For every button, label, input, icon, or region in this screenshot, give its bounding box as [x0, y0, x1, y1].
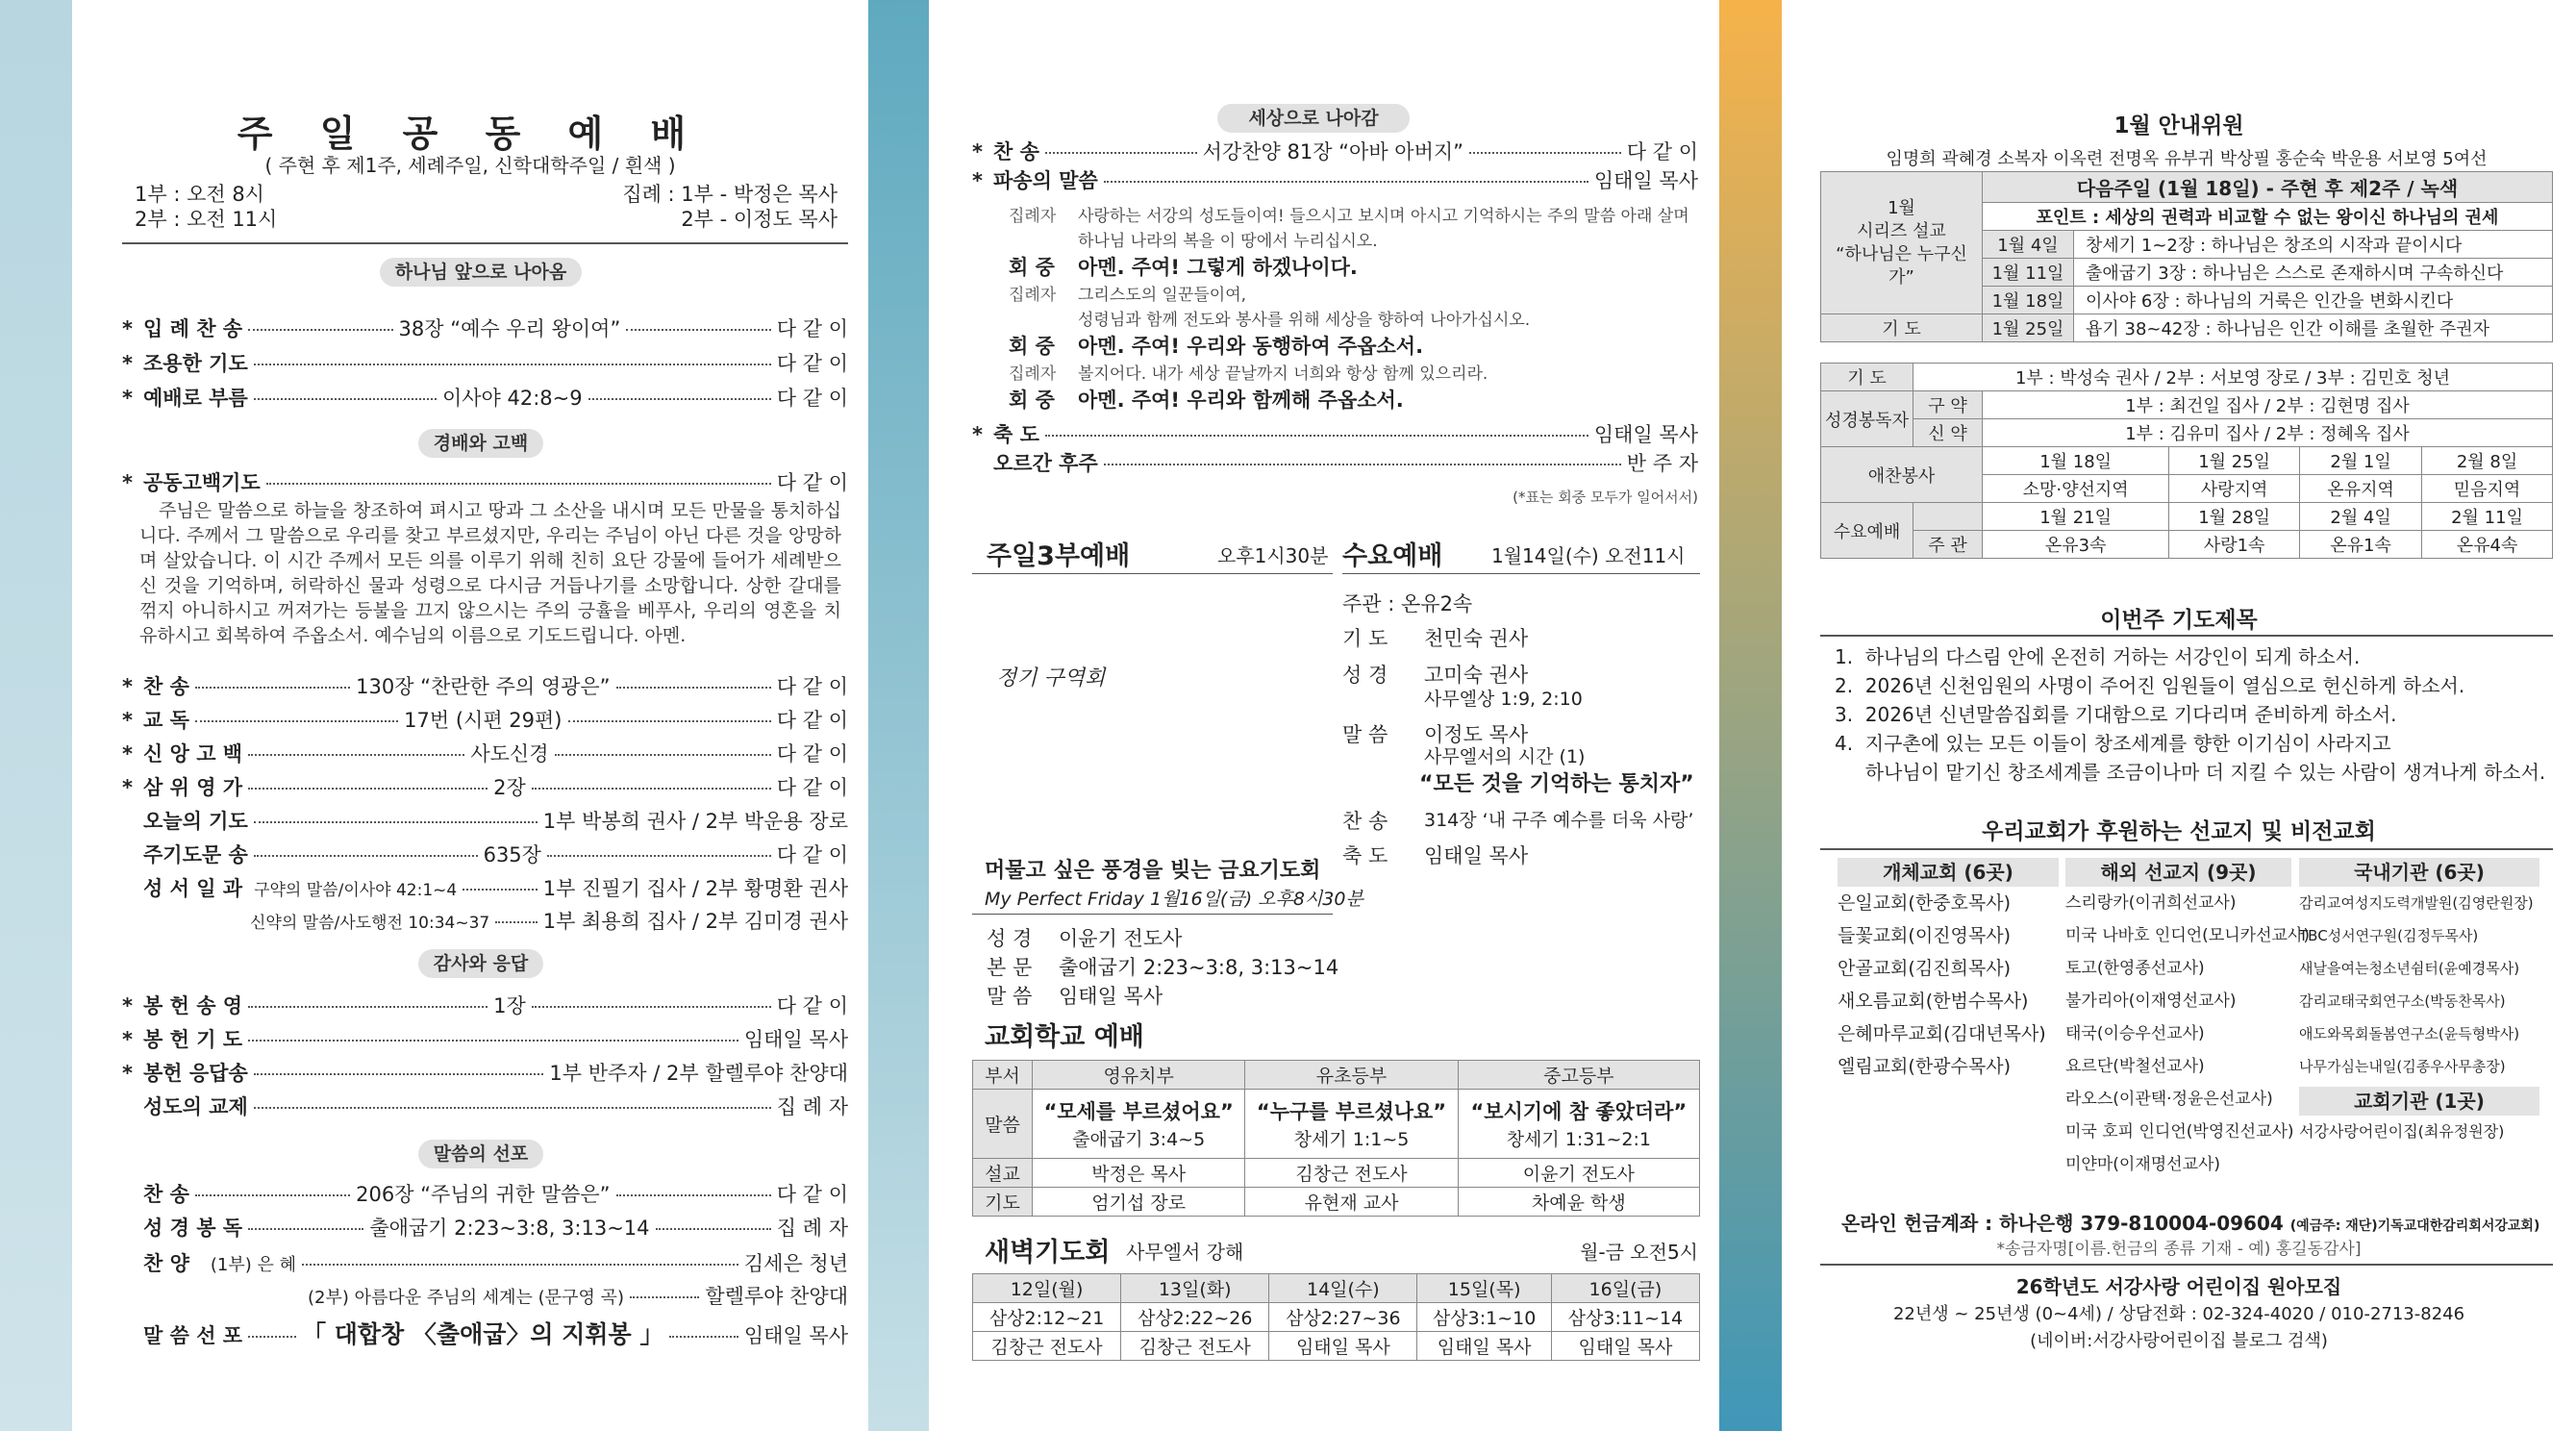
mission-entry: 엘림교회(한광수목사)	[1838, 1056, 2012, 1077]
prayer-topic: 4. 지구촌에 있는 모든 이들이 창조세계를 향한 이기심이 사라지고	[1835, 732, 2391, 755]
ushers-title: 1월 안내위원	[2113, 113, 2244, 138]
wednesday-scripture: 사무엘상 1:9, 2:10	[1424, 689, 1583, 710]
prayer-topics-title: 이번주 기도제목	[2100, 608, 2258, 633]
mission-entry: 요르단(박철선교사)	[2065, 1057, 2205, 1076]
mission-entry: 토고(한영종선교사)	[2065, 959, 2205, 978]
nursery-title: 26학년도 서강사랑 어린이집 원아모집	[2015, 1275, 2342, 1298]
right-divider-stripe	[1719, 0, 1782, 1431]
section-header-word: 말씀의 선포	[418, 1140, 543, 1168]
dawn-prayer-time: 월-금 오전5시	[1580, 1241, 1698, 1264]
wednesday-scripture-reader: 고미숙 권사	[1424, 664, 1529, 687]
dialog-line: 회 중 아멘. 주여! 우리와 함께해 주옵소서.	[1009, 389, 1404, 412]
dialog-line: 집례자 볼지어다. 내가 세상 끝날까지 너희와 항상 함께 있으리라.	[1009, 364, 1488, 384]
mission-entry: TBC성서연구원(김정두목사)	[2299, 927, 2479, 944]
middle-panel: 세상으로 나아감 * 찬 송 서강찬양 81장 “아바 아버지” 다 같 이 * 파송의 말씀 임태일 목사 집례자 사랑하는 서강의 성도들이여! 들으시고 보시며 아시고 기억하시는 주의 말씀 아래 살며 하나님 나라의 복을 이 땅에서 누리십시오. 회 중 아멘. 주여! 그렇게 하겠나이다. 집례자 그리스도의 일꾼들이여, 성령님과 함께 전도와 봉사를 위해 세상을 향하여 나아가십시오. 회 중 아멘. 주여! 우리와 동행하여 주옵소서. 집례자 볼지어다. 내가 세상 끝날까지 너희와 항상 함께 있으리라. 회 중 아멘. 주여! 우리와 함께해 주옵소서. * 축 도 임태일 목사 오르간 후주 반 주 자 (*표는 회중 모두가 일어서서) 주일3부예배 오후1시30분 정기 구역회 수요예배 1월14일(수) 오전11시 주관 : 온유2속 기 도 천민숙 권사 성 경 고미숙 권사 사무엘상 1:9, 2:10 말 씀 이정도 목사 사무엘서의 시간 (1) “모든 것을 기억하는 통치자” 찬 송 314장 ‘내 구주 예수를 더욱 사랑’ 축 도 임태일 목사 머물고 싶은 풍경을 빚는 금요기도회 My Perfect Friday 1월16일(금) 오후8시30분 성 경 이윤기 전도사 본 문 출애굽기 2:23~3:8, 3:13~14 말 씀 임태일 목사 교회학교 예배 부서 영유치부 유초등부 중고등부 말씀 “모세를 부르셨어요” 출애굽기 3:4~5 “누구를 부르셨나요” 창세기 1:1~5 “보시기에 참 좋았더라” 창세기 1:31~2:1 설교 박정은 목사 김창근 전도사 이윤기 전도사 기도 엄기섭 장로 유현재 교사 차예윤 학생 새벽기도회 사무엘서 강해 월-금 오전5시 12일(월) 13일(화) 14일(수) 15일(목) 16일(금) 삼상2:12~21 삼상2:22~26 삼상2:27~36 삼상3:1~10 삼상3:11~14 김창근 전도사 김창근 전도사 임태일 목사 임태일 목사 임태일 목사	[929, 0, 1719, 1431]
wednesday-hymn: 314장 ‘내 구주 예수를 더욱 사랑’	[1424, 810, 1694, 831]
mission-entry: 감리교태국회연구소(박동찬목사)	[2299, 992, 2506, 1010]
order-item: * 신 앙 고 백 사도신경 다 같 이	[122, 742, 849, 766]
friday-text: 출애굽기 2:23~3:8, 3:13~14	[1059, 956, 1339, 979]
order-item: * 봉 헌 기 도 임태일 목사	[122, 1028, 848, 1051]
dialog-line: 하나님 나라의 복을 이 땅에서 누리십시오.	[1078, 232, 1378, 251]
service-time-1: 1부 : 오전 8시	[135, 183, 264, 206]
worship-order-panel	[72, 0, 868, 1431]
mission-entry: 불가리아(이재영선교사)	[2065, 992, 2237, 1011]
wednesday-service-time: 1월14일(수) 오전11시	[1491, 544, 1686, 567]
postlude-row: 오르간 후주 반 주 자	[993, 452, 1698, 475]
mission-entry: 미국 나바호 인디언(모니카선교사)	[2065, 926, 2310, 945]
nursery-search: (네이버:서강사랑어린이집 블로그 검색)	[2030, 1331, 2328, 1351]
friday-title: 머물고 싶은 풍경을 빚는 금요기도회	[985, 859, 1321, 883]
middle-divider-stripe	[868, 0, 929, 1431]
notices-table: 임명희 곽혜경 소복자 이옥련 전명옥 유부귀 박상필 홍순숙 박운용 서보영 5여선 1월 시리즈 설교 “하나님은 누구신가” 다음주일 (1월 18일) - 주현 후 제2주 / 녹색 포인트 : 세상의 권력과 비교할 수 없는 왕이신 하나님의 권세 1월 4일 창세기 1~2장 : 하나님은 창조의 시작과 끝이시다 1월 11일 출애굽기 3장 : 하나님은 스스로 존재하시며 구속하신다 1월 18일 이사야 6장 : 하나님의 거룩은 인간을 변화시킨다 기 도 1월 25일 욥기 38~42장 : 하나님은 인간 이해를 초월한 주권자	[1820, 144, 2553, 342]
missions-col-overseas: 해외 선교지 (9곳) 스리랑카(이귀희선교사) 미국 나바호 인디언(모니카선교사) 토고(한영종선교사) 불가리아(이재영선교사) 태국(이승우선교사) 요르단(박철선교사) 라오스(이관택·정윤은선교사) 미국 호피 인디언(박영진선교사) 미얀마(이재명선교사)	[2065, 858, 2291, 1181]
wednesday-host: 주관 : 온유2속	[1342, 592, 1473, 615]
mission-entry: 안골교회(김진희목사)	[1838, 958, 2012, 979]
dawn-prayer-title: 새벽기도회	[985, 1238, 1111, 1268]
order-item: * 조용한 기도 다 같 이	[122, 352, 848, 375]
sermon-title: 「 대합창 〈출애굽〉의 지휘봉 」	[302, 1320, 664, 1348]
page-subtitle: ( 주현 후 제1주, 세례주일, 신학대학주일 / 흰색 )	[264, 154, 676, 177]
left-margin-stripe	[0, 0, 72, 1431]
dawn-prayer-subtitle: 사무엘서 강해	[1126, 1241, 1244, 1264]
friday-preacher: 임태일 목사	[1059, 985, 1163, 1008]
dialog-line: 회 중 아멘. 주여! 그렇게 하겠나이다.	[1009, 256, 1358, 279]
next-sunday: 다음주일 (1월 18일) - 주현 후 제2주 / 녹색	[1983, 172, 2553, 203]
donation-note: *송금자명[이름.헌금의 종류 기재 - 예) 홍길동감사]	[1996, 1240, 2362, 1259]
third-service-title: 주일3부예배	[987, 541, 1131, 571]
third-service-time: 오후1시30분	[1217, 544, 1329, 567]
notices-panel	[1782, 0, 2576, 1431]
anthem-row-1: 찬 양 (1부) 은 혜 김세은 청년	[143, 1252, 848, 1275]
donation-account: 온라인 헌금계좌 : 하나은행 379-810004-09604 (예금주: 재단)기독교대한감리회서강교회)	[1841, 1212, 2540, 1235]
mission-entry: 태국(이승우선교사)	[2065, 1024, 2205, 1043]
mission-entry: 나무가심는내일(김종우사무총장)	[2299, 1058, 2506, 1075]
wednesday-prayer: 천민숙 권사	[1424, 627, 1529, 650]
prayer-topics-list	[1835, 642, 2565, 787]
mission-entry: 새날을여는청소년쉼터(윤예경목사)	[2299, 960, 2520, 977]
service-time-2: 2부 : 오전 11시	[135, 208, 278, 231]
friday-scripture-reader: 이윤기 전도사	[1059, 927, 1183, 950]
prayer-leaders: 1부 : 박성숙 권사 / 2부 : 서보영 장로 / 3부 : 김민호 청년	[1913, 364, 2553, 391]
section-header-approach: 하나님 앞으로 나아옴	[380, 258, 582, 287]
missions-title: 우리교회가 후원하는 선교지 및 비전교회	[1982, 819, 2376, 844]
friday-subtitle: My Perfect Friday 1월16일(금) 오후8시30분	[985, 889, 1363, 910]
prayer-topic: 하나님이 맡기신 창조세계를 조금이나마 더 지킬 수 있는 사람이 생겨나게 하소서.	[1835, 761, 2546, 784]
closing-hymn-row: * 찬 송 서강찬양 81장 “아바 아버지” 다 같 이	[972, 140, 1699, 163]
missions-col-churches: 개체교회 (6곳) 은일교회(한중호목사) 들꽃교회(이진영목사) 안골교회(김진희목사) 새오름교회(한범수목사) 은혜마루교회(김대년목사) 엘림교회(한광수목사)	[1838, 858, 2059, 1083]
wednesday-sermon-title: “모든 것을 기억하는 통치자”	[1419, 772, 1694, 796]
sermon-row: 말 씀 선 포 「 대합창 〈출애굽〉의 지휘봉 」 임태일 목사	[122, 1316, 848, 1350]
mission-entry: 새오름교회(한범수목사)	[1838, 991, 2029, 1012]
anthem-row-2: (2부) 아름다운 주님의 세계는 (문구영 곡) 할렐루야 찬양대	[308, 1285, 848, 1308]
mission-entry: 미얀마(이재명선교사)	[2065, 1155, 2221, 1174]
page-title: 주 일 공 동 예 배	[237, 113, 704, 155]
dawn-prayer-table: 12일(월) 13일(화) 14일(수) 15일(목) 16일(금) 삼상2:12~21 삼상2:22~26 삼상2:27~36 삼상3:1~10 삼상3:11~14 김창근 전도사 김창근 전도사 임태일 목사 임태일 목사 임태일 목사	[972, 1273, 1700, 1361]
confession-row: * 공동고백기도 다 같 이	[122, 471, 848, 494]
order-item: * 예배로 부름 이사야 42:8~9 다 같 이	[122, 387, 848, 410]
order-item: * 교 독 17번 (시편 29편) 다 같 이	[122, 709, 848, 732]
sending-word-row: * 파송의 말씀 임태일 목사	[972, 169, 1698, 192]
mission-entry: 들꽃교회(이진영목사)	[1838, 925, 2012, 946]
dialog-line: 회 중 아멘. 주여! 우리와 동행하여 주옵소서.	[1009, 335, 1424, 358]
order-item: * 삼 위 영 가 2장 다 같 이	[122, 776, 849, 799]
section-header-sending: 세상으로 나아감	[1217, 104, 1410, 133]
order-item: * 봉헌 응답송 1부 반주자 / 2부 할렐루야 찬양대	[122, 1062, 848, 1085]
order-item: 오늘의 기도 1부 박봉희 권사 / 2부 박운용 장로	[143, 810, 848, 833]
section-header-worship: 경배와 고백	[418, 429, 543, 458]
mission-entry: 미국 호피 인디언(박영진선교사)	[2065, 1122, 2294, 1142]
section-header-thanks: 감사와 응답	[418, 949, 543, 978]
mission-entry: 라오스(이관택·정윤은선교사)	[2065, 1090, 2273, 1109]
dialog-line: 집례자 사랑하는 서강의 성도들이여! 들으시고 보시며 아시고 기억하시는 주의 말씀 아래 살며	[1009, 207, 1689, 226]
mission-entry: 은혜마루교회(김대년목사)	[1838, 1023, 2046, 1044]
church-school-table: 부서 영유치부 유초등부 중고등부 말씀 “모세를 부르셨어요” 출애굽기 3:4~5 “누구를 부르셨나요” 창세기 1:1~5 “보시기에 참 좋았더라” 창세기 1:31~2:1 설교 박정은 목사 김창근 전도사 이윤기 전도사 기도 엄기섭 장로 유현재 교사 차예윤 학생	[972, 1060, 1700, 1217]
roles-table: 기 도 1부 : 박성숙 권사 / 2부 : 서보영 장로 / 3부 : 김민호 청년 성경봉독자 구 약 1부 : 최건일 집사 / 2부 : 김현명 집사 신 약 1부 : 김유미 집사 / 2부 : 정혜옥 집사 애찬봉사 1월 18일 1월 25일 2월 1일 2월 8일 소망·양선지역 사랑지역 온유지역 믿음지역 수요예배 1월 21일 1월 28일 2월 4일 2월 11일 주 관 온유3속 사랑1속 온유1속 온유4속	[1820, 363, 2553, 559]
order-item: 찬 송 206장 “주님의 귀한 말씀은” 다 같 이	[143, 1183, 848, 1206]
ushers-list: 임명희 곽혜경 소복자 이옥련 전명옥 유부귀 박상필 홍순숙 박운용 서보영 5여선	[1821, 144, 2553, 172]
order-item: 성 경 봉 독 출애굽기 2:23~3:8, 3:13~14 집 례 자	[143, 1217, 848, 1240]
dialog-line: 집례자 그리스도의 일꾼들이여,	[1009, 286, 1247, 305]
wednesday-preacher: 이정도 목사	[1424, 723, 1529, 746]
mission-entry: 감리교여성지도력개발원(김영란원장)	[2299, 894, 2534, 912]
order-item: 주기도문 송 635장 다 같 이	[143, 843, 848, 866]
leader-1: 집례 : 1부 - 박정은 목사	[622, 183, 838, 206]
sermon-point: 포인트 : 세상의 권력과 비교할 수 없는 왕이신 하나님의 권세	[1983, 203, 2553, 231]
dialog-line: 성령님과 함께 전도와 봉사를 위해 세상을 향하여 나아가십시오.	[1078, 311, 1531, 330]
standing-note: (*표는 회중 모두가 일어서서)	[1513, 489, 1698, 506]
church-school-title: 교회학교 예배	[985, 1022, 1144, 1052]
prayer-topic: 1. 하나님의 다스림 안에 온전히 거하는 서강인이 되게 하소서.	[1835, 645, 2361, 668]
scripture-row-1: 성 서 일 과 구약의 말씀/이사야 42:1~4 1부 진필기 집사 / 2부 황명환 권사	[143, 877, 848, 900]
benediction-row: * 축 도 임태일 목사	[972, 423, 1698, 446]
order-item: 성도의 교제 집 례 자	[143, 1095, 848, 1118]
prayer-topic: 2. 2026년 신천임원의 사명이 주어진 임원들이 열심으로 헌신하게 하소서.	[1835, 674, 2465, 697]
order-item: * 입 례 찬 송 38장 “예수 우리 왕이여” 다 같 이	[122, 317, 848, 340]
nursery-contact: 22년생 ~ 25년생 (0~4세) / 상담전화 : 02-324-4020 / 010-2713-8246	[1892, 1304, 2465, 1324]
missions-col-domestic: 국내기관 (6곳) 감리교여성지도력개발원(김영란원장) TBC성서연구원(김정두목사) 새날을여는청소년쉼터(윤예경목사) 감리교태국회연구소(박동찬목사) 애도와목회돌봄연구소(윤득형박사) 나무가심는내일(김종우사무총장) 교회기관 (1곳) 서강사랑어린이집(최유정원장)	[2299, 858, 2539, 1148]
wednesday-service-title: 수요예배	[1342, 541, 1443, 571]
mission-entry: 은일교회(한중호목사)	[1838, 892, 2012, 914]
prayer-topic: 3. 2026년 신년말씀집회를 기대함으로 기다리며 준비하게 하소서.	[1835, 703, 2397, 726]
wednesday-benediction: 임태일 목사	[1424, 844, 1529, 867]
third-service-content: 정기 구역회	[996, 666, 1106, 690]
divider	[122, 242, 848, 244]
mission-entry: 애도와목회돌봄연구소(윤득형박사)	[2299, 1025, 2520, 1042]
confession-prayer-text: 주님은 말씀으로 하늘을 창조하여 펴시고 땅과 그 소산을 내시며 모든 만물을 통치하십니다. 주께서 그 말씀으로 우리를 찾고 부르셨지만, 우리는 주님이 아닌 다른 것을 앙망하며 살았습니다. 이 시간 주께서 모든 의를 이루기 위해 친히 요단 강물에 들어가 세례받으신 것을 기억하며, 허락하신 물과 성령으로 다시금 거듭나기를 소망합니다. 상한 갈대를 꺾지 아니하시고 꺼져가는 등불을 끄지 않으시는 주의 긍휼을 베푸사, 우리의 영혼을 치유하시고 회복하여 주옵소서. 예수님의 이름으로 기도드립니다. 아멘.	[139, 500, 841, 646]
mission-entry: 스리랑카(이귀희선교사)	[2065, 893, 2237, 913]
scripture-row-2: 신약의 말씀/사도행전 10:34~37 1부 최용희 집사 / 2부 김미경 권사	[250, 910, 848, 933]
order-item: * 봉 헌 송 영 1장 다 같 이	[122, 994, 849, 1017]
order-item: * 찬 송 130장 “찬란한 주의 영광은” 다 같 이	[122, 675, 848, 698]
leader-2: 2부 - 이정도 목사	[681, 208, 838, 231]
